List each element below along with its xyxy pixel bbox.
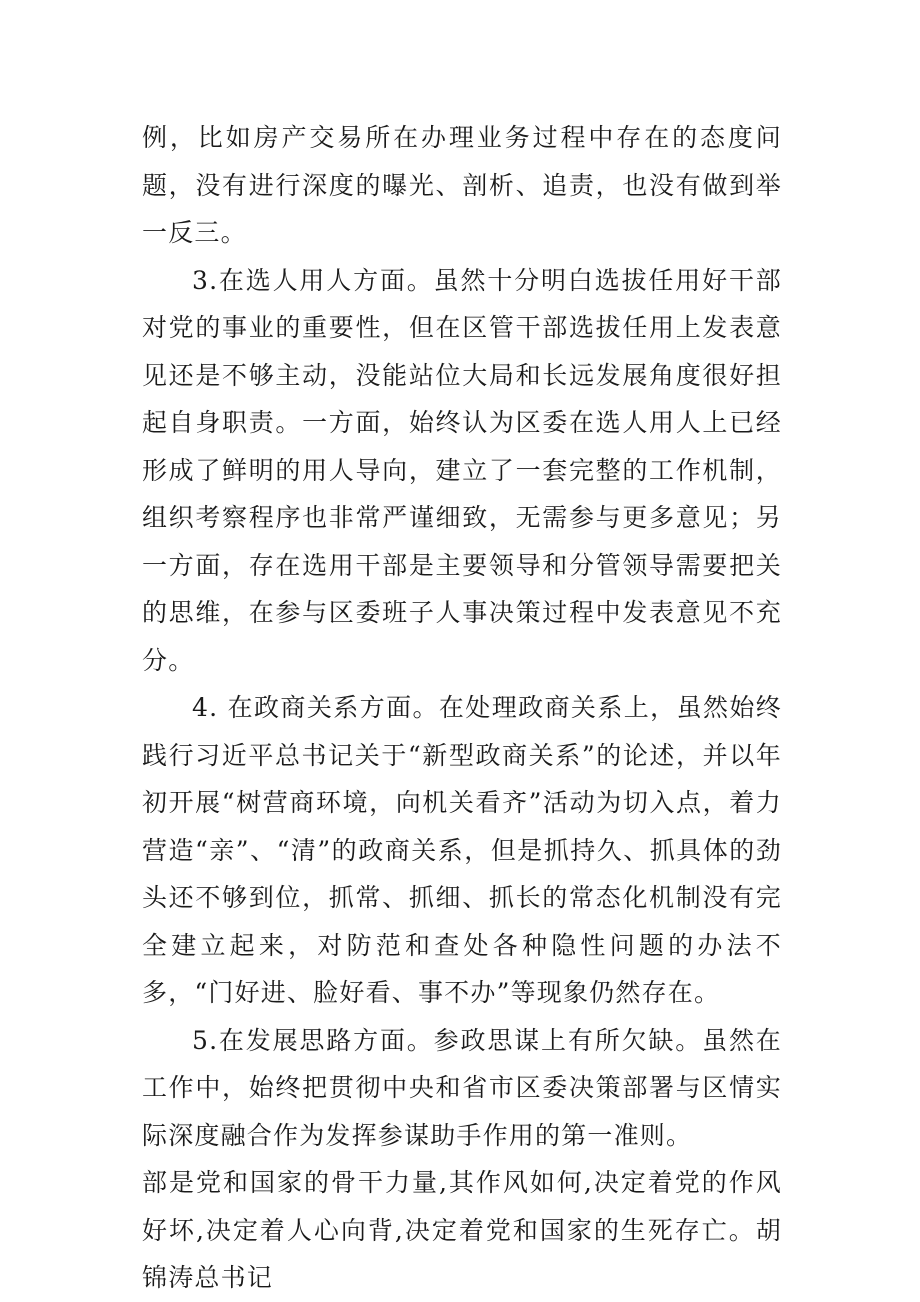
paragraph-cadre-work-style: 部是党和国家的骨干力量,其作风如何,决定着党的作风好坏,决定着人心向背,决定着党和国家的生死存亡。胡锦涛总书记: [142, 1168, 782, 1292]
document-body: [142, 114, 782, 1302]
paragraph-continuation: 例，比如房产交易所在办理业务过程中存在的态度问题，没有进行深度的曝光、剖析、追责，也没有做到举一反三。: [142, 123, 782, 247]
paragraph-government-business-relations: 4. 在政商关系方面。在处理政商关系上，虽然始终践行习近平总书记关于“新型政商关系”的论述，并以年初开展“树营商环境，向机关看齐”活动为切入点，着力营造“亲”、“清”的政商关系，但是抓持久、抓具体的劲头还不够到位，抓常、抓细、抓长的常态化机制没有完全建立起来，对防范和查处各种隐性问题的办法不多，“门好进、脸好看、事不办”等现象仍然存在。: [142, 693, 782, 1007]
paragraph-development-thinking: 5.在发展思路方面。参政思谋上有所欠缺。虽然在工作中，始终把贯彻中央和省市区委决策部署与区情实际深度融合作为发挥参谋助手作用的第一准则。: [142, 1025, 782, 1150]
paragraph-selection-of-personnel: 3.在选人用人方面。虽然十分明白选拔任用好干部对党的事业的重要性，但在区管干部选拔任用上发表意见还是不够主动，没能站位大局和长远发展角度很好担起自身职责。一方面，始终认为区委在选人用人上已经形成了鲜明的用人导向，建立了一套完整的工作机制，组织考察程序也非常严谨细致，无需参与更多意见；另一方面，存在选用干部是主要领导和分管领导需要把关的思维，在参与区委班子人事决策过程中发表意见不充分。: [142, 265, 782, 675]
